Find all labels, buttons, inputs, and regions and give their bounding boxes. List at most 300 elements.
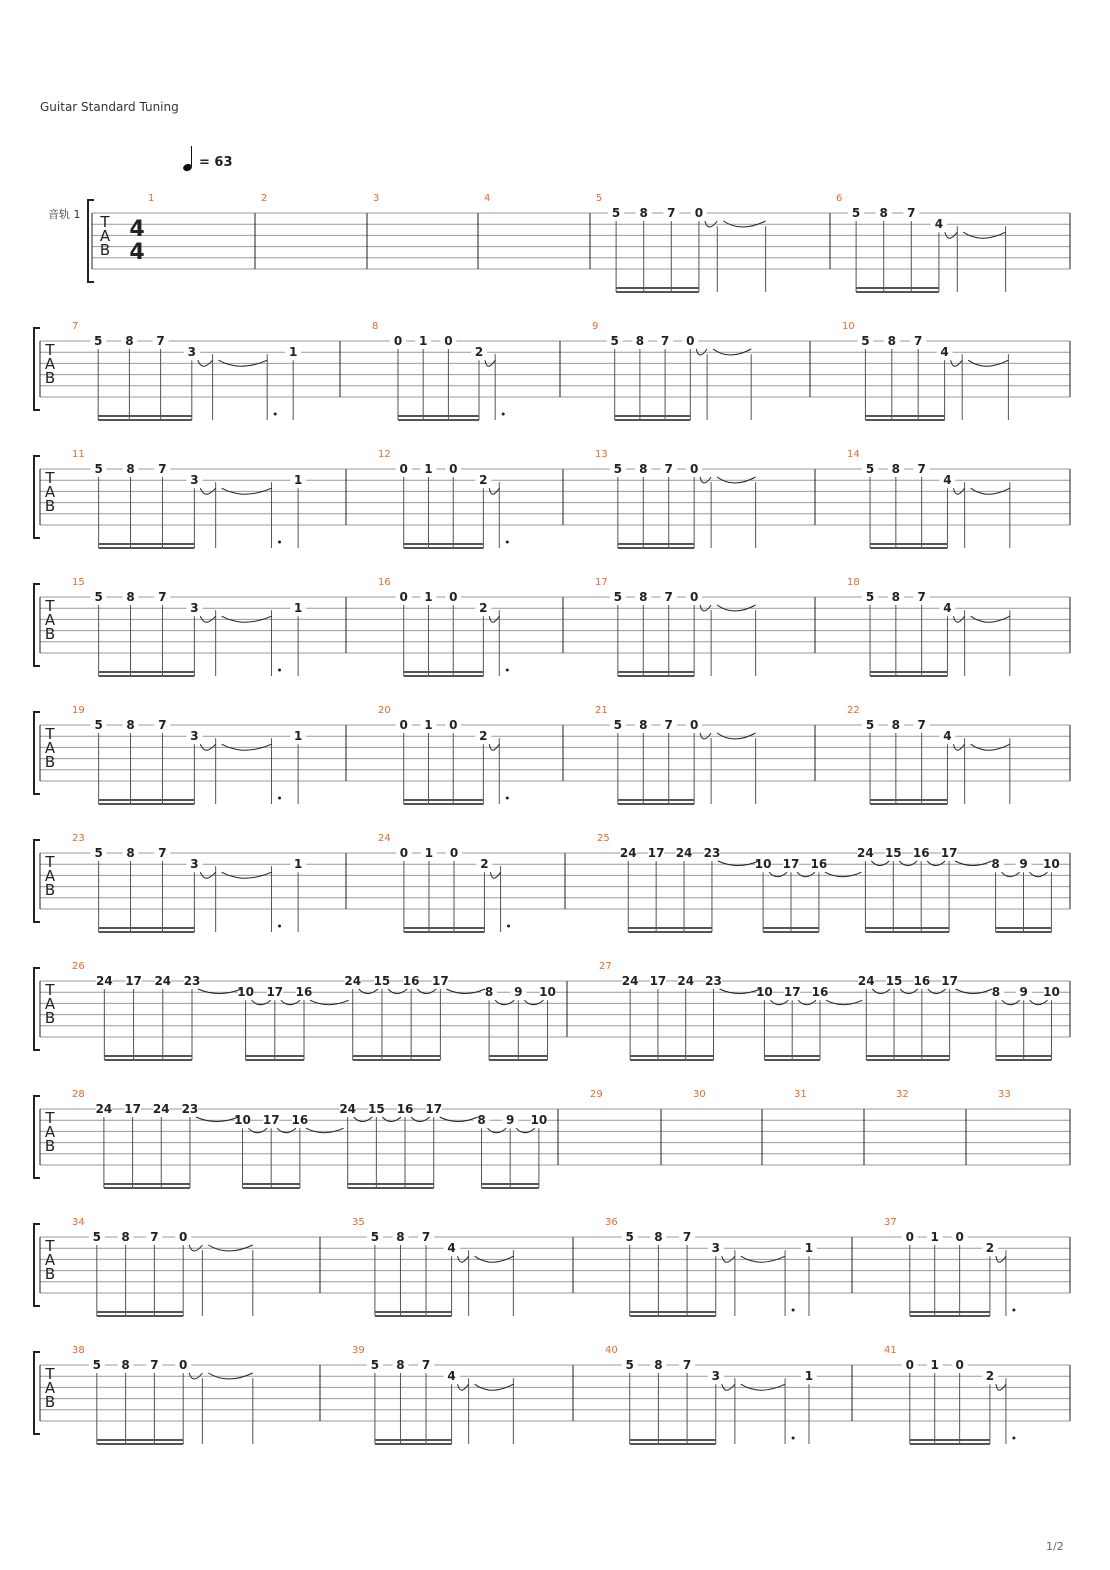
tab-clef-letter: T (45, 341, 55, 359)
fret-number: 1 (804, 1241, 814, 1256)
tab-clef-letter: A (44, 1379, 56, 1397)
tie (196, 1117, 239, 1122)
fret-number: 4 (447, 1369, 456, 1384)
fret-number: 16 (396, 1102, 414, 1116)
fret-number: 17 (783, 985, 801, 1000)
tie (411, 1117, 430, 1122)
fret-number: 8 (396, 1358, 405, 1372)
fret-number: 8 (991, 985, 1001, 1000)
tab-clef-letter: B (44, 1137, 56, 1155)
fret-number: 3 (190, 473, 199, 488)
tab-clef-letter: T (45, 1109, 55, 1127)
fret-number: 17 (262, 1113, 280, 1128)
measure-number: 19 (72, 705, 85, 716)
fret-number: 24 (857, 974, 875, 988)
fret-number: 5 (92, 1230, 101, 1244)
tab-clef-letter: B (44, 753, 56, 771)
fret-number: 2 (479, 729, 488, 744)
tab-clef-letter: T (45, 1237, 55, 1255)
fret-number: 8 (639, 462, 648, 476)
tab-clef-letter: T (45, 469, 55, 487)
tab-clef-letter: B (44, 1265, 56, 1283)
measure-number: 31 (794, 1089, 807, 1100)
fret-number: 10 (1043, 985, 1060, 1000)
fret-number: 0 (399, 590, 408, 604)
fret-number: 7 (158, 462, 167, 476)
tab-clef-letter: A (44, 1251, 56, 1269)
measure-number: 25 (597, 833, 610, 844)
fret-number: 3 (190, 601, 199, 616)
fret-number: 5 (865, 718, 875, 732)
fret-number: 24 (95, 1102, 113, 1116)
measure-number: 5 (596, 193, 603, 204)
fret-number: 5 (625, 1230, 634, 1244)
fret-number: 2 (479, 473, 488, 488)
fret-number: 0 (179, 1230, 188, 1244)
fret-number: 1 (424, 718, 433, 732)
fret-number: 2 (474, 345, 484, 360)
fret-number: 3 (190, 857, 199, 872)
fret-number: 5 (94, 718, 103, 732)
fret-number: 7 (917, 462, 926, 476)
fret-number: 8 (891, 718, 901, 732)
tab-clef-letter: B (44, 625, 56, 643)
system-bracket (34, 968, 40, 1050)
fret-number: 0 (905, 1358, 914, 1372)
tie (899, 861, 917, 866)
measure-number: 11 (72, 449, 85, 460)
fret-number: 1 (804, 1369, 814, 1384)
tie (1002, 872, 1020, 877)
system-bracket (88, 200, 94, 282)
fret-number: 9 (1019, 985, 1028, 1000)
fret-number: 17 (425, 1102, 443, 1116)
measure-number: 38 (72, 1345, 85, 1356)
dot (792, 1437, 795, 1440)
tab-clef-letter: T (45, 853, 55, 871)
dot (506, 669, 509, 672)
tie (797, 872, 815, 877)
fret-number: 8 (654, 1358, 663, 1372)
tab-clef-letter: T (45, 725, 55, 743)
tie (798, 1000, 816, 1005)
measure-number: 15 (72, 577, 85, 588)
fret-number: 24 (95, 974, 113, 988)
fret-number: 17 (941, 974, 958, 988)
fret-number: 8 (891, 462, 901, 476)
fret-number: 5 (611, 206, 621, 220)
measure-number: 20 (378, 705, 391, 716)
tab-clef-letter: A (44, 355, 56, 373)
fret-number: 17 (266, 985, 284, 1000)
tie (306, 1128, 344, 1133)
measure-number: 9 (592, 321, 599, 332)
measure-number: 6 (836, 193, 843, 204)
measure-number: 34 (72, 1217, 85, 1228)
tie (310, 1000, 349, 1005)
tie (281, 1000, 300, 1005)
measure-number: 26 (72, 961, 85, 972)
system-bracket (34, 456, 40, 538)
tie (928, 989, 946, 994)
fret-number: 4 (940, 345, 949, 360)
time-signature-bottom: 4 (129, 240, 145, 265)
fret-number: 16 (913, 974, 931, 988)
tab-clef-letter: B (99, 241, 111, 259)
fret-number: 5 (861, 334, 870, 348)
system-bracket (34, 328, 40, 410)
tie (354, 1117, 373, 1122)
tie (1030, 1000, 1048, 1005)
fret-number: 0 (686, 334, 695, 348)
fret-number: 9 (506, 1113, 515, 1128)
tie (516, 1128, 535, 1133)
fret-number: 7 (664, 718, 673, 732)
fret-number: 10 (539, 985, 556, 1000)
tab-clef-letter: B (44, 1009, 56, 1027)
tab-clef-letter: A (44, 995, 56, 1013)
measure-number: 27 (599, 961, 612, 972)
tie (252, 1000, 271, 1005)
fret-number: 17 (125, 974, 142, 988)
fret-number: 5 (94, 334, 103, 348)
tie (488, 1128, 507, 1133)
fret-number: 0 (449, 718, 458, 732)
fret-number: 9 (1019, 857, 1028, 872)
fret-number: 0 (955, 1230, 964, 1244)
fret-number: 7 (158, 590, 167, 604)
fret-number: 5 (94, 590, 103, 604)
measure-number: 10 (842, 321, 855, 332)
dot (507, 925, 510, 928)
fret-number: 0 (399, 462, 408, 476)
fret-number: 5 (92, 1358, 101, 1372)
tie (826, 1000, 862, 1005)
tab-clef-letter: A (44, 611, 56, 629)
measure-number: 41 (884, 1345, 897, 1356)
measure-number: 28 (72, 1089, 85, 1100)
fret-number: 0 (689, 590, 699, 604)
dot (1012, 1309, 1015, 1312)
tab-clef-letter: T (100, 213, 110, 231)
fret-number: 24 (152, 1102, 170, 1116)
fret-number: 15 (373, 974, 391, 988)
tie (382, 1117, 401, 1122)
measure-number: 7 (72, 321, 79, 332)
fret-number: 0 (689, 462, 699, 476)
measure-number: 32 (896, 1089, 909, 1100)
dot (506, 797, 509, 800)
fret-number: 0 (905, 1230, 914, 1244)
fret-number: 17 (432, 974, 449, 988)
fret-number: 7 (907, 206, 916, 220)
measure-number: 16 (378, 577, 391, 588)
fret-number: 7 (421, 1230, 431, 1244)
measure-number: 8 (372, 321, 379, 332)
tempo-value: = 63 (199, 155, 233, 170)
fret-number: 5 (613, 590, 623, 604)
fret-number: 16 (402, 974, 420, 988)
dot (278, 669, 281, 672)
fret-number: 7 (917, 718, 926, 732)
fret-number: 7 (682, 1230, 692, 1244)
fret-number: 1 (293, 473, 303, 488)
tie (198, 989, 242, 994)
fret-number: 8 (121, 1230, 130, 1244)
tie (495, 1000, 514, 1005)
fret-number: 1 (424, 846, 434, 860)
fret-number: 2 (985, 1369, 995, 1384)
measure-number: 2 (261, 193, 268, 204)
fret-number: 17 (782, 857, 800, 872)
fret-number: 8 (477, 1113, 486, 1128)
dot (278, 541, 281, 544)
fret-number: 23 (183, 974, 201, 988)
fret-number: 1 (293, 601, 303, 616)
tab-clef-letter: B (44, 497, 56, 515)
fret-number: 5 (370, 1358, 380, 1372)
measure-number: 14 (847, 449, 860, 460)
fret-number: 3 (711, 1241, 720, 1256)
track-name: 音轨 1 (48, 208, 81, 221)
fret-number: 8 (887, 334, 896, 348)
fret-number: 10 (1043, 857, 1060, 872)
fret-number: 4 (943, 601, 952, 616)
fret-number: 1 (293, 729, 303, 744)
fret-number: 7 (660, 334, 670, 348)
fret-number: 8 (639, 206, 648, 220)
fret-number: 4 (447, 1241, 456, 1256)
tie (359, 989, 378, 994)
fret-number: 0 (393, 334, 403, 348)
fret-number: 16 (295, 985, 313, 1000)
measure-number: 33 (998, 1089, 1011, 1100)
tab-clef-letter: A (44, 867, 56, 885)
tab-clef-letter: A (44, 483, 56, 501)
fret-number: 10 (530, 1113, 548, 1128)
fret-number: 7 (158, 846, 167, 860)
measure-number: 21 (595, 705, 608, 716)
fret-number: 2 (985, 1241, 995, 1256)
fret-number: 17 (649, 974, 667, 988)
tie (718, 861, 759, 866)
fret-number: 3 (190, 729, 199, 744)
fret-number: 10 (756, 985, 773, 1000)
fret-number: 5 (613, 462, 623, 476)
tab-clef-letter: A (44, 739, 56, 757)
fret-number: 4 (943, 473, 952, 488)
tab-clef-letter: A (99, 227, 111, 245)
fret-number: 1 (289, 345, 298, 360)
tie (719, 989, 760, 994)
fret-number: 5 (370, 1230, 380, 1244)
fret-number: 7 (664, 590, 673, 604)
tie (900, 989, 918, 994)
fret-number: 23 (703, 846, 721, 860)
fret-number: 10 (754, 857, 772, 872)
fret-number: 24 (857, 846, 874, 860)
fret-number: 5 (610, 334, 619, 348)
fret-number: 5 (94, 846, 103, 860)
measure-number: 36 (605, 1217, 618, 1228)
fret-number: 24 (154, 974, 172, 988)
dot (274, 413, 277, 416)
time-signature-top: 4 (129, 217, 145, 242)
fret-number: 8 (635, 334, 645, 348)
fret-number: 8 (879, 206, 888, 220)
measure-number: 37 (884, 1217, 897, 1228)
measure-number: 17 (595, 577, 608, 588)
measure-number: 23 (72, 833, 85, 844)
measure-number: 13 (595, 449, 608, 460)
tie (927, 861, 945, 866)
fret-number: 8 (121, 1358, 130, 1372)
fret-number: 16 (912, 846, 930, 860)
tab-clef-letter: A (44, 1123, 56, 1141)
fret-number: 1 (424, 462, 433, 476)
fret-number: 3 (711, 1369, 720, 1384)
tab-clef-letter: T (45, 1365, 55, 1383)
fret-number: 0 (955, 1358, 964, 1372)
fret-number: 2 (480, 857, 489, 872)
fret-number: 4 (934, 217, 944, 232)
fret-number: 3 (187, 345, 196, 360)
tie (1030, 872, 1048, 877)
fret-number: 8 (126, 462, 135, 476)
fret-number: 7 (914, 334, 923, 348)
fret-number: 8 (126, 718, 135, 732)
fret-number: 7 (150, 1358, 159, 1372)
fret-number: 8 (654, 1230, 663, 1244)
tie (871, 861, 889, 866)
tuning-label: Guitar Standard Tuning (40, 100, 179, 114)
fret-number: 16 (291, 1113, 309, 1128)
measure-number: 39 (352, 1345, 365, 1356)
fret-number: 5 (625, 1358, 634, 1372)
fret-number: 0 (444, 334, 453, 348)
fret-number: 7 (682, 1358, 692, 1372)
dot (792, 1309, 795, 1312)
system-bracket (34, 1096, 40, 1178)
tie (446, 989, 485, 994)
fret-number: 0 (399, 718, 408, 732)
fret-number: 4 (943, 729, 952, 744)
measure-number: 4 (484, 193, 491, 204)
fret-number: 1 (293, 857, 303, 872)
measure-number: 12 (378, 449, 391, 460)
fret-number: 7 (156, 334, 165, 348)
measure-number: 24 (378, 833, 391, 844)
fret-number: 5 (94, 462, 103, 476)
dot (278, 797, 281, 800)
tie (249, 1128, 268, 1133)
fret-number: 8 (126, 590, 135, 604)
fret-number: 24 (677, 974, 695, 988)
fret-number: 10 (237, 985, 254, 1000)
tab-clef-letter: B (44, 881, 56, 899)
measure-number: 35 (352, 1217, 365, 1228)
fret-number: 0 (694, 206, 704, 220)
tie (770, 1000, 788, 1005)
fret-number: 0 (449, 846, 459, 860)
fret-number: 24 (339, 1102, 357, 1116)
fret-number: 0 (689, 718, 699, 732)
tie (417, 989, 436, 994)
fret-number: 7 (664, 462, 673, 476)
fret-number: 1 (930, 1358, 939, 1372)
measure-number: 40 (605, 1345, 618, 1356)
fret-number: 1 (424, 590, 433, 604)
tie (956, 989, 992, 994)
fret-number: 7 (917, 590, 926, 604)
tab-clef-letter: B (44, 1393, 56, 1411)
fret-number: 17 (124, 1102, 141, 1116)
fret-number: 16 (811, 985, 829, 1000)
fret-number: 0 (179, 1358, 188, 1372)
tie (769, 872, 787, 877)
tie (524, 1000, 543, 1005)
tie (1002, 1000, 1020, 1005)
tie (872, 989, 890, 994)
fret-number: 9 (514, 985, 523, 1000)
measure-number: 30 (693, 1089, 706, 1100)
fret-number: 8 (639, 718, 648, 732)
fret-number: 16 (810, 857, 828, 872)
system-bracket (34, 712, 40, 794)
fret-number: 0 (399, 846, 409, 860)
fret-number: 10 (234, 1113, 251, 1128)
fret-number: 17 (940, 846, 958, 860)
system-bracket (34, 840, 40, 922)
fret-number: 17 (647, 846, 665, 860)
fret-number: 2 (479, 601, 488, 616)
measure-number: 1 (148, 193, 155, 204)
fret-number: 1 (930, 1230, 939, 1244)
fret-number: 15 (368, 1102, 385, 1116)
fret-number: 15 (884, 846, 902, 860)
fret-number: 7 (667, 206, 676, 220)
fret-number: 8 (126, 846, 135, 860)
fret-number: 8 (991, 857, 1000, 872)
tie (277, 1128, 296, 1133)
dot (506, 541, 509, 544)
fret-number: 23 (181, 1102, 199, 1116)
fret-number: 24 (344, 974, 362, 988)
dot (278, 925, 281, 928)
dot (1012, 1437, 1015, 1440)
fret-number: 23 (705, 974, 722, 988)
fret-number: 24 (621, 974, 639, 988)
fret-number: 7 (158, 718, 167, 732)
dot (502, 413, 505, 416)
fret-number: 5 (613, 718, 623, 732)
fret-number: 1 (419, 334, 428, 348)
tie (440, 1117, 478, 1122)
fret-number: 0 (449, 590, 458, 604)
fret-number: 15 (885, 974, 903, 988)
fret-number: 8 (484, 985, 494, 1000)
fret-number: 24 (619, 846, 637, 860)
tab-clef-letter: B (44, 369, 56, 387)
fret-number: 5 (865, 590, 875, 604)
tie (825, 872, 862, 877)
fret-number: 0 (449, 462, 458, 476)
fret-number: 5 (865, 462, 875, 476)
measure-number: 3 (373, 193, 380, 204)
fret-number: 7 (421, 1358, 431, 1372)
tie (955, 861, 992, 866)
system-bracket (34, 1352, 40, 1434)
